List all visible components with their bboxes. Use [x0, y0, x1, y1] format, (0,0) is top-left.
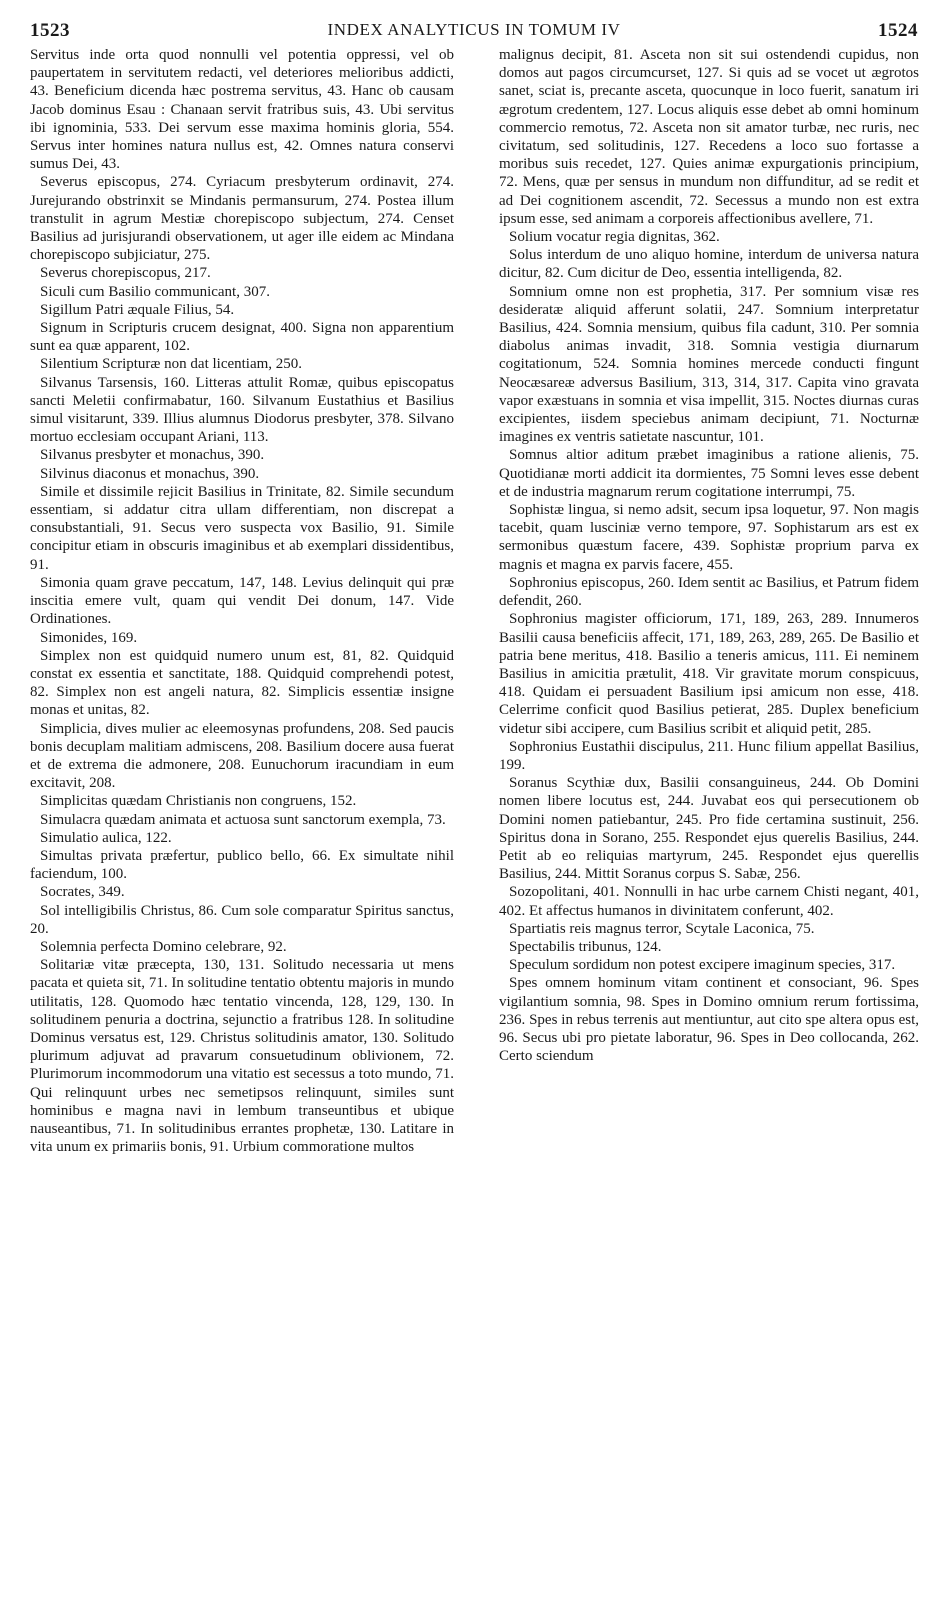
index-entry: Simulacra quædam animata et actuosa sunt sanctorum exempla, 73.: [40, 811, 446, 828]
index-entry: Simonides, 169.: [40, 629, 138, 646]
index-entry: Simplicia, dives mulier ac eleemosynas profundens, 208. Sed paucis bonis decuplam malitiam admiscens, 208. Basilium docere ausa fuerat et de extrema die admonere, 208. Eunuchorum iracundiam in eum excitavit, 208.: [30, 720, 454, 792]
index-column-left: [30, 46, 454, 1156]
page-title: INDEX ANALYTICUS IN TOMUM IV: [327, 20, 621, 39]
index-entry: Silentium Scripturæ non dat licentiam, 250.: [40, 356, 303, 373]
page-header: [30, 14, 918, 42]
index-entry: Simplicitas quædam Christianis non congruens, 152.: [40, 793, 357, 810]
index-entry: Spectabilis tribunus, 124.: [509, 938, 662, 955]
index-entry: Simultas privata præfertur, publico bello, 66. Ex simultate nihil faciendum, 100.: [30, 847, 454, 883]
index-column-right: [499, 46, 919, 1065]
index-entry: Spes omnem hominum vitam continent et consociant, 96. Spes vigilantium somnia, 98. Spes in Domino omnium rerum fortissima, 236. Spes in rebus terrenis aut mentiuntur, aut cito spe altera opus est, 96. Secus ubi pro pietate laboratur, 96. Spes in Deo collocanda, 262. Certo sciendum: [499, 975, 919, 1065]
index-entry: Somnium omne non est prophetia, 317. Per somnium visæ res desideratæ aliquid afferunt solatii, 247. Somnium interpretatur Basilius, 424. Somnia mensium, quibus fila cadunt, 310. Per somnia diabolus animas invadit, 318. Somnia vestigia diurnarum cogitationum, 524. Somnia homines mercede conducti fingunt Neocæsareæ adversus Basilium, 313, 314, 317. Capita vino gravata vapor exæstuans in somnia et visa impellit, 315. Noctes diurnas curas excipientes, iisdem speciebus animam decipiunt, 71. Nocturnæ imagines ex ventris satietate nascuntur, 101.: [499, 283, 919, 446]
index-entry: Simplex non est quidquid numero unum est, 81, 82. Quidquid constat ex essentia et sanctitate, 188. Quidquid comprehendi potest, 82. Simplex non est angeli natura, 82. Simplicis essentiæ insigne monas et unitas, 82.: [30, 647, 454, 719]
index-entry: Silvinus diaconus et monachus, 390.: [40, 465, 260, 482]
index-entry: Silvanus Tarsensis, 160. Litteras attulit Romæ, quibus episcopatus sancti Meletii confirmabatur, 160. Silvanum Eustathius et Basilius simul visitarunt, 339. Illius alumnus Diodorus presbyter, 378. Silvano mortuo ecclesiam occupant Ariani, 113.: [30, 374, 454, 446]
index-entry: Servitus inde orta quod nonnulli vel potentia oppressi, vel ob paupertatem in servitutem redacti, vel deteriores melioribus addicti, 43. Beneficium dicenda hæc postrema servitus, 43. Hanc ob causam Jacob dominus Esau : Chanaan servit fratribus suis, 43. Ubi servitus ibi ignominia, 533. Dei servum esse maxima hominis gloria, 554. Servus inter homines natura nullus est, 42. Omnes natura conservi sumus Dei, 43.: [30, 47, 454, 173]
index-entry: Solium vocatur regia dignitas, 362.: [509, 229, 720, 246]
index-entry: Socrates, 349.: [40, 884, 125, 901]
index-entry: Simile et dissimile rejicit Basilius in Trinitate, 82. Simile secundum essentiam, si addatur citra ullam differentiam, non discrepat a consubstantiali, 91. Secus vero suspecta vox Basilio, 91. Simile concipitur etiam in obscuris imaginibus et ab exemplari dissidentibus, 91.: [30, 483, 454, 573]
index-entry: Simulatio aulica, 122.: [40, 829, 172, 846]
index-entry: Sophronius episcopus, 260. Idem sentit ac Basilius, et Patrum fidem defendit, 260.: [499, 574, 919, 610]
index-entry: Siculi cum Basilio communicant, 307.: [40, 283, 270, 300]
index-entry: Solitariæ vitæ præcepta, 130, 131. Solitudo necessaria ut mens pacata et quieta sit, 71. In solitudine tentatio obtentu majoris in mundo utilitatis, 128. Quomodo hæc tentatio vincenda, 128, 129, 130. In solitudinem penuria a doctrina, sejunctio a fratribus 128. In solitudine Dominus versatus est, 129. Christus solitudinis amator, 130. Solitudo plurimum adjuvat ad pravarum consuetudinum oblivionem, 72. Plurimorum incommodorum una vitatio est secessus a toto mundo, 71. Qui relinquunt urbes nec semetipsos relinquunt, similes sunt hominibus e magna navi in lembum transeuntibus et ubique nauseantibus, 71. In solitudinibus errantes prophetæ, 130. Latitare in vita unum ex primariis bonis, 91. Urbium commoratione multos: [30, 957, 454, 1156]
index-entry: Soranus Scythiæ dux, Basilii consanguineus, 244. Ob Domini nomen libere locutus est, 244. Juvabat eos qui persecutionem ob Domini nomen patiebantur, 245. Pro fide certamina sustinuit, 256. Spiritus dona in Sorano, 255. Respondet ejus querelis Basilius, 244. Petit ab eo reliquias martyrum, 245. Respondet ejus querellis Basilius, 244. Mittit Soranus corpus S. Sabæ, 256.: [499, 775, 919, 883]
index-entry: Sozopolitani, 401. Nonnulli in hac urbe carnem Chisti negant, 401, 402. Et affectus humanos in divinitatem conferunt, 402.: [499, 884, 919, 919]
page-number-left: 1523: [30, 20, 70, 41]
index-entry: Solus interdum de uno aliquo homine, interdum de universa natura dicitur, 82. Cum dicitur de Deo, essentia intelligenda, 82.: [499, 247, 919, 282]
index-entry: Severus chorepiscopus, 217.: [40, 265, 211, 282]
index-entry: Spartiatis reis magnus terror, Scytale Laconica, 75.: [509, 920, 815, 937]
index-entry: Silvanus presbyter et monachus, 390.: [40, 447, 265, 464]
index-entry: Signum in Scripturis crucem designat, 400. Signa non apparentium sunt ea quæ apparent, 102.: [30, 320, 454, 355]
index-entry: Speculum sordidum non potest excipere imaginum species, 317.: [509, 957, 896, 974]
index-entry: Somnus altior aditum præbet imaginibus a ratione alienis, 75. Quotidianæ morti addicit ita dormientes, 75 Somni leves esse debent et de industria magnarum rerum cogitatione interrumpi, 75.: [499, 447, 919, 500]
index-entry: Sol intelligibilis Christus, 86. Cum sole comparatur Spiritus sanctus, 20.: [30, 902, 454, 937]
index-entry: Sophronius magister officiorum, 171, 189, 263, 289. Innumeros Basilii causa beneficiis affecit, 171, 189, 263, 289, 265. De Basilio et patria bene meritus, 418. Basilio a teneris amicus, 111. Ei neminem Basilius in amicitia prætulit, 418. Vir gravitate morum conspicuus, 418. Quidam ei persuadent Basilium ipsi amicum non esse, 418. Celerrime conficit quod Basilius petierat, 285. Duplex beneficium videtur sibi accipere, cum Basilius scribit et aliquid petit, 285.: [499, 611, 919, 737]
index-entry: Sigillum Patri æquale Filius, 54.: [40, 301, 235, 318]
index-entry: Simonia quam grave peccatum, 147, 148. Levius delinquit qui præ inscitia emere vult, quam qui vendit Dei donum, 147. Vide Ordinationes.: [30, 574, 454, 628]
page-number-right: 1524: [878, 20, 918, 41]
index-entry: Severus episcopus, 274. Cyriacum presbyterum ordinavit, 274. Jurejurando obstrinxit se Mindanis permansurum, 274. Postea illum transtulit in agrum Mestiæ chorepiscopo subjectum, 274. Censet Basilius ad jurisjurandi observationem, ut ager ille eidem ac Mindana chorepiscopo subjiciatur, 275.: [30, 174, 454, 264]
index-entry: Solemnia perfecta Domino celebrare, 92.: [40, 938, 287, 955]
index-entry: Sophronius Eustathii discipulus, 211. Hunc filium appellat Basilius, 199.: [499, 738, 919, 773]
index-entry: malignus decipit, 81. Asceta non sit sui ostendendi cupidus, non domos aut pagos circumcurset, 127. Si quis ad se vocet ut ægrotos sanet, sciat is, precante asceta, quocunque in loco fuerit, sanatum iri ægrotum credentem, 127. Locus aliquis esse debet ab omni hominum commercio remotus, 72. Asceta non sit amator turbæ, nec ruris, nec civitatum, sed solitudinis, 127. Recedens a loco suo fortasse a moribus suis recedet, 127. Quies animæ expurgationis principium, 72. Mens, quæ per sensus in mundum non diffunditur, ad se redit et ad Dei cognitionem ascendit, 72. Secessus a mundo non est extra ipsum esse, sed animam a corporeis affectionibus avellere, 71.: [499, 47, 919, 227]
index-entry: Sophistæ lingua, si nemo adsit, secum ipsa loquetur, 97. Non magis tacebit, quam lusciniæ verno tempore, 97. Sophistarum ars est ex sermonibus quæstum facere, 439. Sophistæ proprium parva ex magnis et magna ex parvis facere, 455.: [499, 502, 919, 573]
